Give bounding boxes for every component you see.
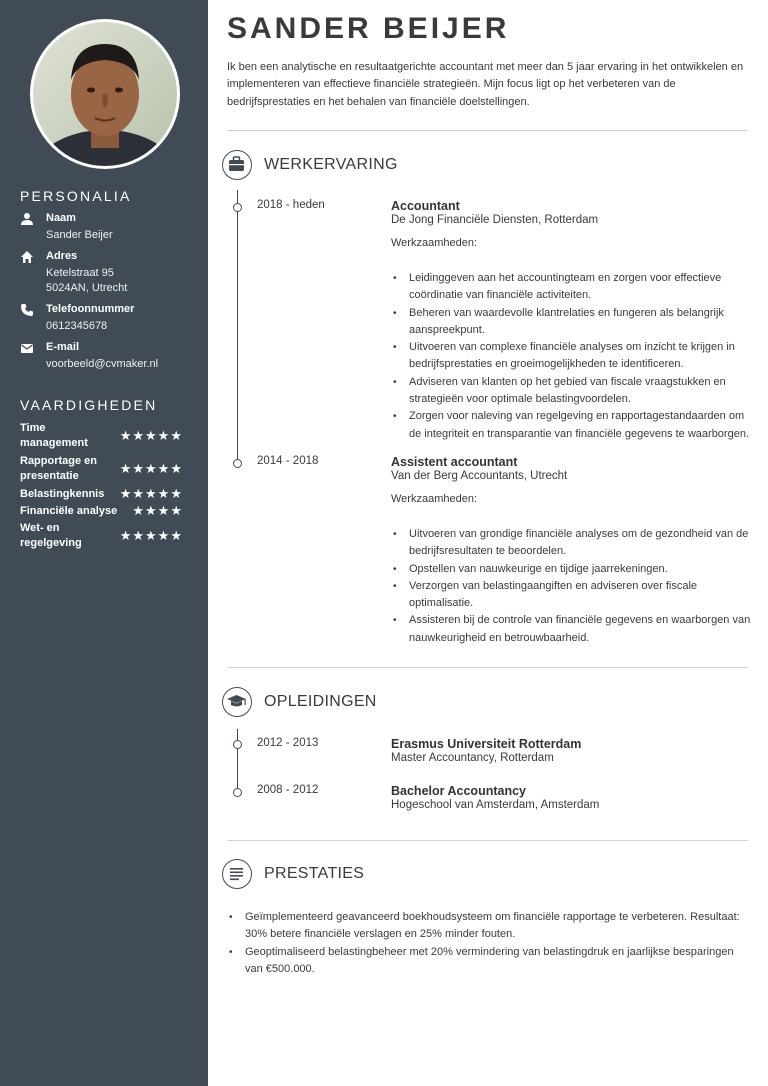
skill-name: Belastingkennis xyxy=(20,488,105,500)
skill-rating: ★★★★ xyxy=(132,503,183,518)
education-heading: OPLEIDINGEN xyxy=(264,693,377,710)
job-title: Assistent accountant xyxy=(391,455,518,469)
contact-value: voorbeeld@cvmaker.nl xyxy=(46,358,159,370)
briefcase-icon xyxy=(222,150,252,180)
job-duties-list xyxy=(391,270,751,443)
profile-photo xyxy=(30,19,180,169)
job-duties-label: Werkzaamheden: xyxy=(391,493,478,505)
skill-rating: ★★★★★ xyxy=(119,486,183,501)
divider xyxy=(227,840,748,841)
list-item: • Beheren van waardevolle klantrelaties en fungeren als belangrijk aanspreekpunt. xyxy=(391,305,751,340)
list-item: • Verzorgen van belastingaangiften en adviseren over fiscale optimalisatie. xyxy=(391,578,751,613)
list-item: • Uitvoeren van complexe financiële analyses om inzicht te krijgen in bedrijfsprestaties en groeimogelijkheden te identificeren. xyxy=(391,339,751,374)
profile-summary: Ik ben een analytische en resultaatgerichte accountant met meer dan 5 jaar ervaring in het ontwikkelen en implementeren van effectieve financiële strategieën. Mijn focus ligt op het verbeteren van de bedrijfsprestaties en het behalen van financiële doelstellingen. xyxy=(227,61,744,108)
contact-value: Sander Beijer xyxy=(46,229,113,241)
divider xyxy=(227,667,748,668)
job-date: 2018 - heden xyxy=(257,199,325,211)
skill-name: Financiële analyse xyxy=(20,505,118,517)
education-title: Bachelor Accountancy xyxy=(391,784,526,798)
education-date: 2008 - 2012 xyxy=(257,784,319,796)
personalia-heading: PERSONALIA xyxy=(20,188,132,204)
achievements-heading: PRESTATIES xyxy=(264,865,365,882)
timeline-line xyxy=(237,729,238,793)
list-item: • Geoptimaliseerd belastingbeheer met 20% vermindering van belastingdruk en jaarlijkse besparingen van €500.000. xyxy=(227,944,742,979)
skills-heading: VAARDIGHEDEN xyxy=(20,397,158,413)
job-company: Van der Berg Accountants, Utrecht xyxy=(391,470,568,482)
skill-name: Wet- en regelgeving xyxy=(20,522,82,549)
contact-label: Telefoonnummer xyxy=(46,303,135,315)
job-date: 2014 - 2018 xyxy=(257,455,319,467)
skill-rating: ★★★★★ xyxy=(119,428,183,443)
education-detail: Hogeschool van Amsterdam, Amsterdam xyxy=(391,799,600,811)
timeline-dot xyxy=(233,740,242,749)
sidebar xyxy=(0,0,208,1086)
job-duties-label: Werkzaamheden: xyxy=(391,237,478,249)
timeline-dot xyxy=(233,788,242,797)
job-title: Accountant xyxy=(391,199,460,213)
education-title: Erasmus Universiteit Rotterdam xyxy=(391,737,582,751)
education-date: 2012 - 2013 xyxy=(257,737,319,749)
divider xyxy=(227,130,748,131)
avatar xyxy=(33,22,177,166)
skill-rating: ★★★★★ xyxy=(119,528,183,543)
skill-name: Time management xyxy=(20,422,88,449)
skill-name: Rapportage en presentatie xyxy=(20,455,98,482)
work-heading: WERKERVARING xyxy=(264,156,398,173)
education-detail: Master Accountancy, Rotterdam xyxy=(391,752,554,764)
job-company: De Jong Financiële Diensten, Rotterdam xyxy=(391,214,599,226)
timeline-dot xyxy=(233,203,242,212)
list-item: • Uitvoeren van grondige financiële analyses om de gezondheid van de bedrijfsresultaten te beoordelen. xyxy=(391,526,751,561)
contact-label: Adres xyxy=(46,250,78,262)
timeline-dot xyxy=(233,459,242,468)
skill-rating: ★★★★★ xyxy=(119,461,183,476)
list-item: • Geïmplementeerd geavanceerd boekhoudsysteem om financiële rapportage te verbeteren. Resultaat: 30% betere financiële verslagen en 25% minder fouten. xyxy=(227,909,742,944)
person-icon xyxy=(20,212,34,226)
phone-icon xyxy=(20,303,34,317)
list-icon xyxy=(222,859,252,889)
contact-value: Ketelstraat 95 5024AN, Utrecht xyxy=(46,267,128,294)
list-item: • Opstellen van nauwkeurige en tijdige jaarrekeningen. xyxy=(391,561,751,578)
timeline-line xyxy=(237,190,238,462)
contact-label: E-mail xyxy=(46,341,80,353)
list-item: • Zorgen voor naleving van regelgeving en rapportagestandaarden om de integriteit en transparantie van financiële gegevens te waarborgen. xyxy=(391,408,751,443)
list-item: • Leidinggeven aan het accountingteam en zorgen voor effectieve coördinatie van financiële activiteiten. xyxy=(391,270,751,305)
contact-value: 0612345678 xyxy=(46,320,108,332)
list-item: • Adviseren van klanten op het gebied van fiscale vraagstukken en strategieën voor optimale belastingvoordelen. xyxy=(391,374,751,409)
envelope-icon xyxy=(20,341,34,355)
achievements-list xyxy=(227,909,742,978)
contact-label: Naam xyxy=(46,212,76,224)
graduation-cap-icon xyxy=(222,687,252,717)
job-duties-list xyxy=(391,526,751,647)
list-item: • Assisteren bij de controle van financiële gegevens en waarborgen van nauwkeurigheid en betrouwbaarheid. xyxy=(391,612,751,647)
home-icon xyxy=(20,250,34,264)
candidate-name: SANDER BEIJER xyxy=(227,12,510,45)
